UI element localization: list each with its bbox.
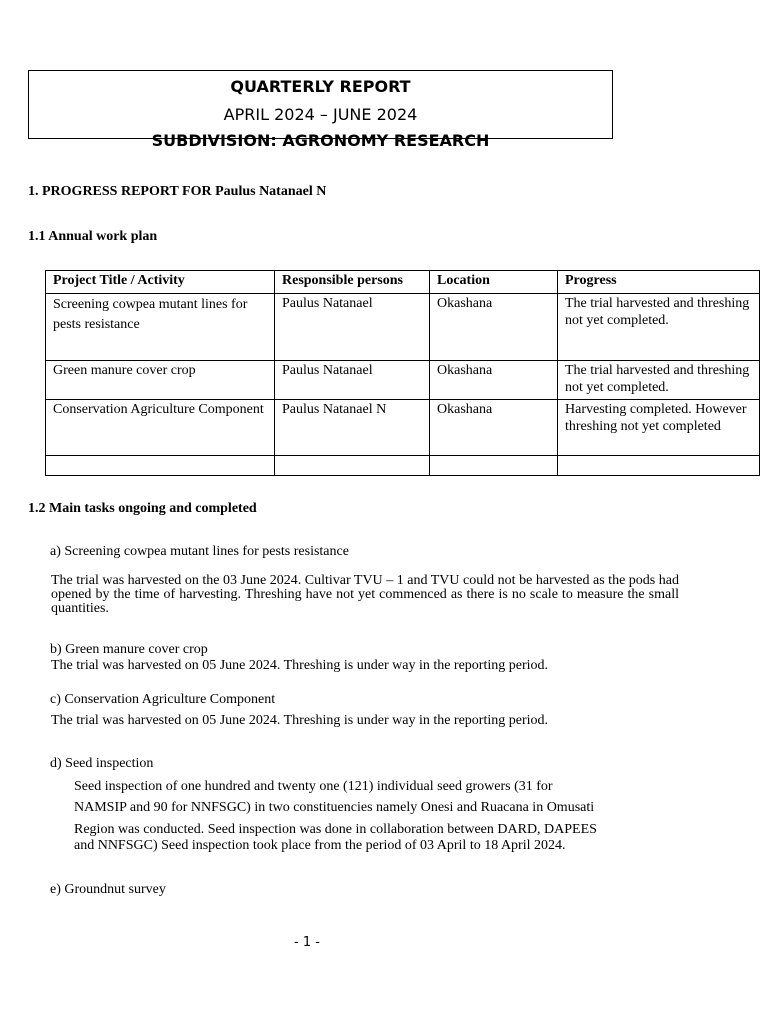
table-cell: Paulus Natanael xyxy=(275,294,430,361)
report-period: APRIL 2024 – JUNE 2024 xyxy=(223,105,418,124)
table-cell xyxy=(275,456,430,476)
table-cell: Paulus Natanael N xyxy=(275,400,430,456)
table-cell xyxy=(430,456,558,476)
table-cell: Okashana xyxy=(430,400,558,456)
task-b-body: The trial was harvested on 05 June 2024. Threshing is under way in the reporting period. xyxy=(51,658,549,673)
col-header-responsible: Responsible persons xyxy=(275,271,430,294)
table-row xyxy=(46,361,760,400)
section-1-heading: 1. PROGRESS REPORT FOR Paulus Natanael N xyxy=(28,184,327,199)
task-e-title: e) Groundnut survey xyxy=(50,882,166,897)
report-header-box xyxy=(28,70,613,150)
table-row xyxy=(46,456,760,476)
task-a-title: a) Screening cowpea mutant lines for pests resistance xyxy=(50,544,349,559)
table-cell xyxy=(558,456,760,476)
task-c-title: c) Conservation Agriculture Component xyxy=(50,692,276,707)
table-header-row xyxy=(46,271,760,294)
table-row xyxy=(46,294,760,361)
table-cell: Okashana xyxy=(430,361,558,400)
task-d-body-line: NAMSIP and 90 for NNFSGC) in two constituencies namely Onesi and Ruacana in Omusati xyxy=(74,800,595,815)
report-title: QUARTERLY REPORT xyxy=(230,77,411,96)
task-d-body-line: Seed inspection of one hundred and twenty one (121) individual seed growers (31 for xyxy=(74,779,553,794)
table-cell: Paulus Natanael xyxy=(275,361,430,400)
page-number: - 1 - xyxy=(294,935,320,950)
task-a-body: The trial was harvested on the 03 June 2024. Cultivar TVU – 1 and TVU could not be harvested as the pods had opened by the time of harvesting. Threshing have not yet commenced as there is no scale to measure the small quantities. xyxy=(51,573,679,616)
table-cell: Okashana xyxy=(430,294,558,361)
table-cell xyxy=(46,456,275,476)
section-1-1-heading: 1.1 Annual work plan xyxy=(28,229,158,244)
task-b-title: b) Green manure cover crop xyxy=(50,642,208,657)
task-d-title: d) Seed inspection xyxy=(50,756,154,771)
col-header-project: Project Title / Activity xyxy=(46,271,275,294)
table-row xyxy=(46,400,760,456)
report-subtitle-clipped: SUBDIVISION: AGRONOMY RESEARCH xyxy=(151,131,490,150)
table-cell: Green manure cover crop xyxy=(46,361,275,400)
table-cell: Screening cowpea mutant lines for pests resistance xyxy=(46,294,275,361)
task-c-body: The trial was harvested on 05 June 2024. Threshing is under way in the reporting period. xyxy=(51,713,549,728)
task-d-body-line: Region was conducted. Seed inspection was done in collaboration between DARD, DAPEES xyxy=(74,822,597,837)
task-d-body-line: and NNFSGC) Seed inspection took place from the period of 03 April to 18 April 2024. xyxy=(74,838,566,853)
col-header-location: Location xyxy=(430,271,558,294)
table-cell: The trial harvested and threshing not yet completed. xyxy=(558,361,760,400)
table-cell: Harvesting completed. However threshing not yet completed xyxy=(558,400,760,456)
annual-work-plan-table xyxy=(45,270,760,476)
table-cell: The trial harvested and threshing not yet completed. xyxy=(558,294,760,361)
col-header-progress: Progress xyxy=(558,271,760,294)
table-cell: Conservation Agriculture Component xyxy=(46,400,275,456)
section-1-2-heading: 1.2 Main tasks ongoing and completed xyxy=(28,501,257,516)
